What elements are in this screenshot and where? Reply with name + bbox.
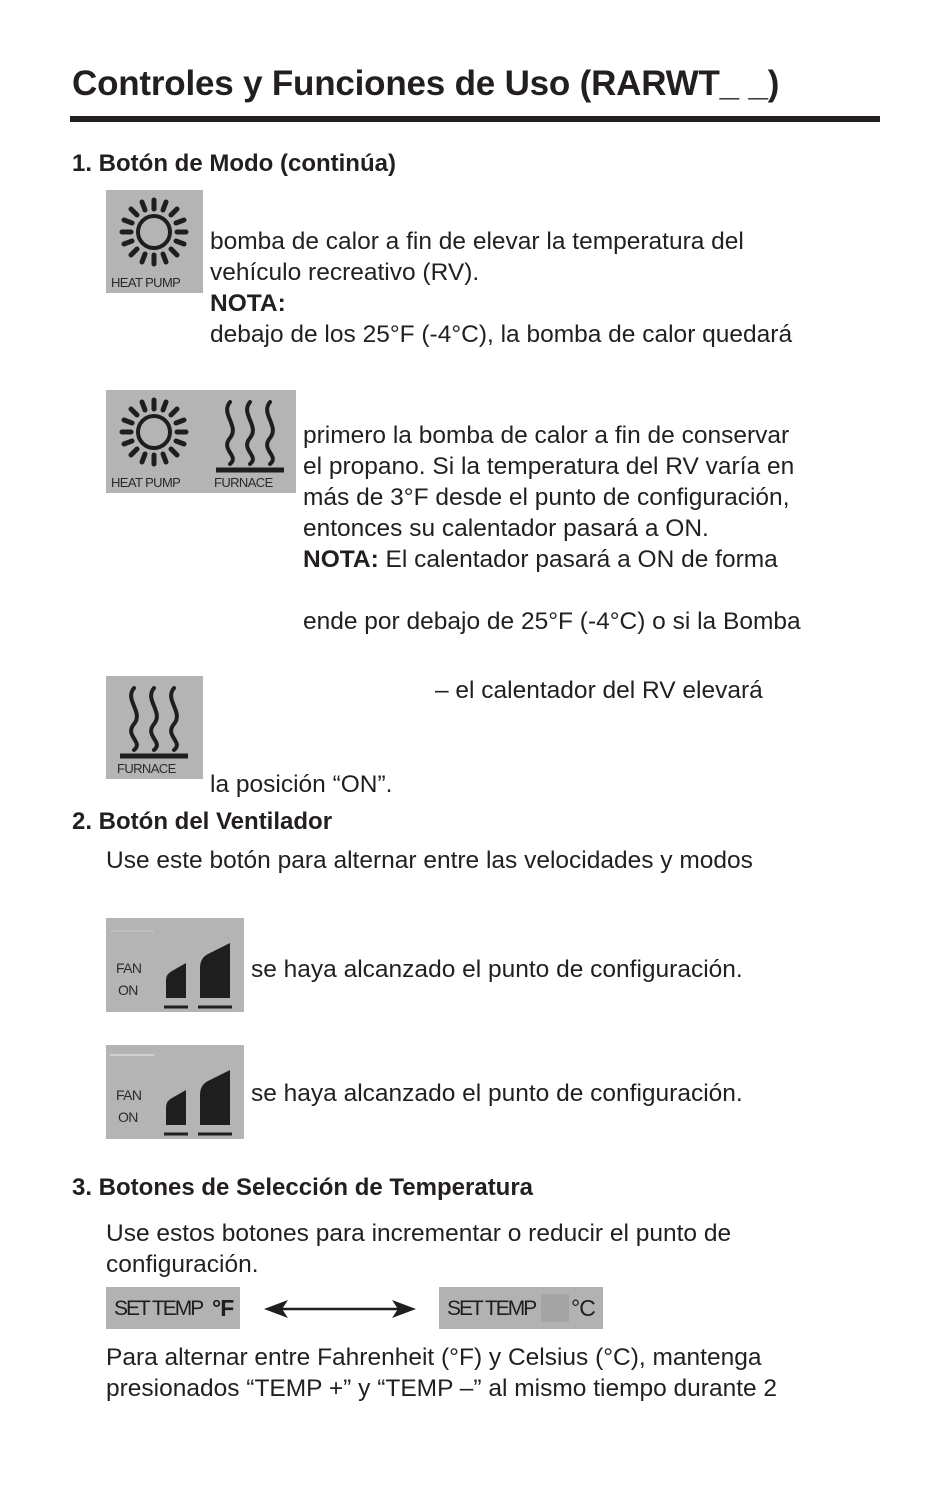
heat-pump-label: HEAT PUMP — [111, 275, 181, 290]
fan-panel-2 — [106, 1045, 244, 1139]
heat-pump-icon — [106, 190, 203, 293]
heat-pump-furnace-icon — [106, 390, 296, 493]
section-heading-temp-buttons: 3. Botones de Selección de Temperatura — [72, 1174, 534, 1201]
furnace-panel — [106, 676, 203, 779]
fan-row1-text: se haya alcanzado el punto de configuración. — [251, 956, 743, 983]
on-label: ON — [118, 982, 138, 998]
double-arrow-icon — [262, 1297, 418, 1321]
set-temp-label: SET TEMP — [114, 1297, 203, 1320]
fan-panel-1 — [106, 918, 244, 1012]
furnace-label: FURNACE — [214, 475, 273, 490]
fan-label-2: FAN — [116, 1087, 142, 1103]
furnace-description-line1: – el calentador del RV elevará — [435, 677, 763, 704]
furnace-description-line2: la posición “ON”. — [210, 771, 393, 798]
heat-pump-panel — [106, 190, 203, 293]
fan-row2-text: se haya alcanzado el punto de configuración. — [251, 1080, 743, 1107]
set-temp-fahrenheit-display — [106, 1287, 240, 1329]
page-title: Controles y Funciones de Uso (RARWT_ _) — [72, 64, 780, 103]
section-heading-fan-button: 2. Botón del Ventilador — [72, 808, 333, 835]
furnace-icon — [106, 676, 203, 779]
temp-toggle-instructions: Para alternar entre Fahrenheit (°F) y Celsius (°C), mantenga presionados “TEMP +” y “TEMP –” al mismo tiempo durante 2 — [106, 1344, 778, 1402]
fan-speed-icon-2 — [106, 1045, 244, 1139]
fahrenheit-unit: °F — [212, 1295, 234, 1321]
temp-intro: Use estos botones para incrementar o reducir el punto de configuración. — [106, 1220, 732, 1278]
note-label: NOTA: — [210, 290, 286, 317]
celsius-unit: °C — [571, 1295, 595, 1321]
note-label: NOTA: — [303, 546, 379, 573]
on-label-2: ON — [118, 1109, 138, 1125]
set-temp-celsius-display — [439, 1287, 603, 1329]
section-heading-mode-button: 1. Botón de Modo (continúa) — [72, 150, 396, 177]
fan-label: FAN — [116, 960, 142, 976]
fan-intro: Use este botón para alternar entre las velocidades y modos — [106, 847, 753, 874]
auto-mode-description: primero la bomba de calor a fin de conservar el propano. Si la temperatura del RV varía en más de 3°F desde el punto de configuración, entonces su calentador pasará a ON. NOTA: El calentador pasará a ON de forma ende por debajo de 25°F (-4°C) o si la Bomba — [303, 422, 801, 635]
title-divider — [70, 116, 880, 122]
heat-pump-furnace-panel — [106, 390, 296, 493]
furnace-label-2: FURNACE — [117, 761, 176, 776]
heat-pump-description: bomba de calor a fin de elevar la temperatura del vehículo recreativo (RV). NOTA: debajo de los 25°F (-4°C), la bomba de calor quedará — [210, 228, 793, 348]
fan-speed-icon — [106, 918, 244, 1012]
set-temp-label-2: SET TEMP — [447, 1297, 536, 1320]
heat-pump-label-2: HEAT PUMP — [111, 475, 181, 490]
